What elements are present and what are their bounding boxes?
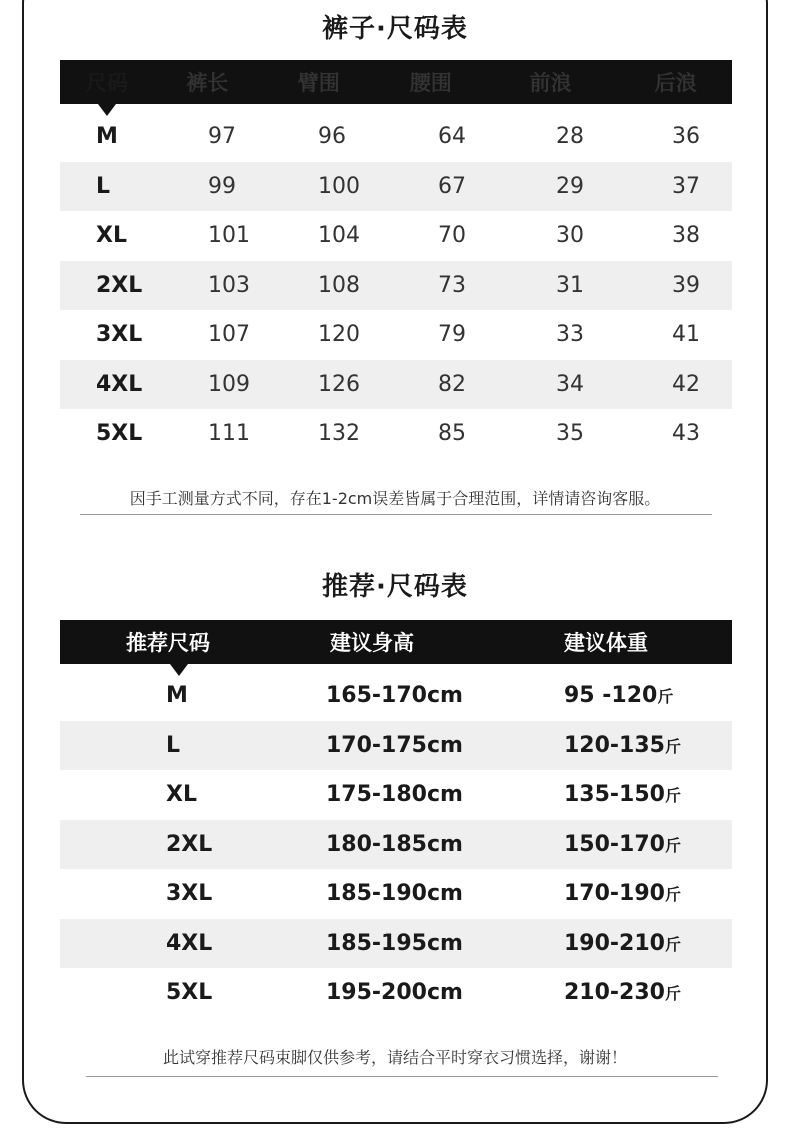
size-cell: 2XL <box>96 272 143 298</box>
table-row <box>60 869 732 919</box>
weight-value: 190-210 <box>564 930 665 956</box>
front-rise-cell: 28 <box>556 124 584 150</box>
hip-cell: 120 <box>318 322 360 348</box>
table-row <box>60 919 732 969</box>
table-row <box>60 671 732 721</box>
recommend-note-divider <box>86 1076 718 1077</box>
front-rise-cell: 34 <box>556 371 584 397</box>
header-front-rise: 前浪 <box>529 71 572 95</box>
header-height: 建议身高 <box>330 631 414 655</box>
height-unit: cm <box>426 980 463 1006</box>
pants-note-divider <box>80 514 712 515</box>
back-rise-cell: 43 <box>672 421 700 447</box>
recommend-size-table <box>60 620 732 1018</box>
table-row <box>60 360 732 410</box>
waist-cell: 73 <box>438 272 466 298</box>
weight-value: 210-230 <box>564 980 665 1006</box>
header-pointer <box>170 664 188 676</box>
weight-cell <box>520 733 732 758</box>
back-rise-cell: 38 <box>672 223 700 249</box>
back-rise-cell: 36 <box>672 124 700 150</box>
front-rise-cell: 29 <box>556 173 584 199</box>
hip-cell: 104 <box>318 223 360 249</box>
table-row <box>60 968 732 1018</box>
hip-cell: 96 <box>318 124 346 150</box>
size-cell: XL <box>166 782 197 808</box>
height-value: 185-195 <box>326 930 427 956</box>
back-rise-cell: 37 <box>672 173 700 199</box>
back-rise-cell: 42 <box>672 371 700 397</box>
weight-unit: 斤 <box>664 934 681 954</box>
table-row <box>60 721 732 771</box>
table-row <box>60 211 732 261</box>
weight-unit: 斤 <box>664 736 681 756</box>
weight-cell <box>520 782 732 807</box>
weight-unit: 斤 <box>657 687 674 707</box>
weight-unit: 斤 <box>664 885 681 905</box>
size-cell: XL <box>96 223 127 249</box>
header-recommend-size: 推荐尺码 <box>126 631 210 655</box>
height-value: 195-200 <box>326 980 427 1006</box>
header-weight: 建议体重 <box>564 631 648 655</box>
weight-value: 170-190 <box>564 881 665 907</box>
table-row <box>60 112 732 162</box>
height-unit: cm <box>426 732 463 758</box>
waist-cell: 82 <box>438 371 466 397</box>
header-waist: 腰围 <box>409 71 452 95</box>
weight-cell <box>520 832 732 857</box>
length-cell: 101 <box>208 223 250 249</box>
table-row <box>60 310 732 360</box>
height-value: 170-175 <box>326 732 427 758</box>
front-rise-cell: 35 <box>556 421 584 447</box>
size-cell: 5XL <box>166 980 213 1006</box>
table-row <box>60 162 732 212</box>
height-cell <box>280 832 520 857</box>
weight-unit: 斤 <box>664 835 681 855</box>
back-rise-cell: 41 <box>672 322 700 348</box>
waist-cell: 85 <box>438 421 466 447</box>
front-rise-cell: 33 <box>556 322 584 348</box>
height-unit: cm <box>426 881 463 907</box>
header-length: 裤长 <box>186 71 229 95</box>
weight-unit: 斤 <box>664 786 681 806</box>
height-value: 165-170 <box>326 683 427 709</box>
hip-cell: 126 <box>318 371 360 397</box>
height-value: 180-185 <box>326 831 427 857</box>
table-row <box>60 409 732 459</box>
size-cell: L <box>96 173 111 199</box>
weight-value: 150-170 <box>564 831 665 857</box>
height-unit: cm <box>426 930 463 956</box>
weight-unit: 斤 <box>664 984 681 1004</box>
size-cell: 3XL <box>96 322 143 348</box>
weight-value: 95 -120 <box>564 683 658 709</box>
recommend-note: 此试穿推荐尺码束脚仅供参考，请结合平时穿衣习惯选择，谢谢！ <box>162 1048 627 1067</box>
length-cell: 107 <box>208 322 250 348</box>
size-cell: M <box>96 124 118 150</box>
height-unit: cm <box>426 683 463 709</box>
size-cell: L <box>166 732 181 758</box>
pants-measure-note: 因手工测量方式不同，存在1-2cm误差皆属于合理范围，详情请咨询客服。 <box>129 489 661 508</box>
size-cell: 5XL <box>96 421 143 447</box>
waist-cell: 67 <box>438 173 466 199</box>
height-unit: cm <box>426 782 463 808</box>
recommend-table-header <box>60 620 732 664</box>
hip-cell: 100 <box>318 173 360 199</box>
weight-cell <box>520 881 732 906</box>
size-cell: M <box>166 683 188 709</box>
length-cell: 111 <box>208 421 250 447</box>
size-cell: 2XL <box>166 831 213 857</box>
pants-table-body <box>60 112 732 459</box>
back-rise-cell: 39 <box>672 272 700 298</box>
waist-cell: 79 <box>438 322 466 348</box>
pants-table-title: 裤子·尺码表 <box>322 14 468 44</box>
height-unit: cm <box>426 831 463 857</box>
recommend-table-title: 推荐·尺码表 <box>322 572 468 602</box>
pants-table-header <box>60 60 732 104</box>
recommend-table-body <box>60 671 732 1018</box>
front-rise-cell: 30 <box>556 223 584 249</box>
height-cell <box>280 782 520 807</box>
size-cell: 4XL <box>166 930 213 956</box>
size-cell: 3XL <box>166 881 213 907</box>
height-value: 175-180 <box>326 782 427 808</box>
weight-cell <box>520 980 732 1005</box>
height-cell <box>280 881 520 906</box>
weight-value: 120-135 <box>564 732 665 758</box>
length-cell: 103 <box>208 272 250 298</box>
front-rise-cell: 31 <box>556 272 584 298</box>
height-cell <box>280 733 520 758</box>
length-cell: 109 <box>208 371 250 397</box>
weight-cell <box>520 931 732 956</box>
length-cell: 97 <box>208 124 236 150</box>
table-row <box>60 770 732 820</box>
height-cell <box>280 980 520 1005</box>
weight-cell <box>520 683 732 708</box>
hip-cell: 108 <box>318 272 360 298</box>
table-row <box>60 261 732 311</box>
size-cell: 4XL <box>96 371 143 397</box>
waist-cell: 70 <box>438 223 466 249</box>
height-cell <box>280 931 520 956</box>
waist-cell: 64 <box>438 124 466 150</box>
header-size: 尺码 <box>86 71 128 95</box>
table-row <box>60 820 732 870</box>
height-value: 185-190 <box>326 881 427 907</box>
hip-cell: 132 <box>318 421 360 447</box>
weight-value: 135-150 <box>564 782 665 808</box>
length-cell: 99 <box>208 173 236 199</box>
header-hip: 臂围 <box>297 71 340 95</box>
height-cell <box>280 683 520 708</box>
header-pointer <box>98 104 116 116</box>
pants-size-table <box>60 60 732 459</box>
header-back-rise: 后浪 <box>654 71 697 95</box>
